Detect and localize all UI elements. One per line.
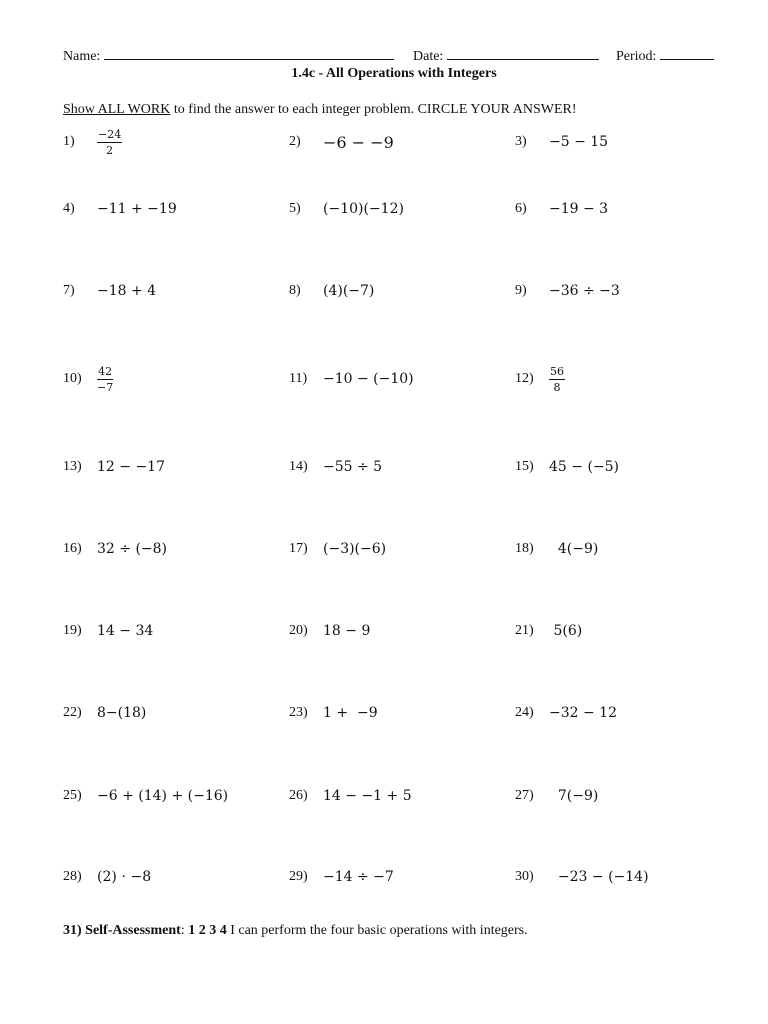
problem-5: [289, 199, 404, 219]
problem-number: 3): [515, 134, 527, 149]
problem-number: 19): [63, 623, 82, 638]
problem-expression: −6 + (14) + (−16): [97, 788, 229, 804]
fraction-denominator: −7: [97, 380, 114, 394]
fraction-numerator: 56: [550, 364, 564, 378]
problem-fraction: [549, 365, 565, 394]
name-blank[interactable]: [104, 47, 394, 60]
problem-number: 23): [289, 705, 308, 720]
problem-number: 29): [289, 869, 308, 884]
problem-number: 21): [515, 623, 534, 638]
problem-25: [63, 786, 228, 806]
problem-number: 17): [289, 541, 308, 556]
fraction-numerator: 42: [98, 364, 113, 378]
date-field[interactable]: [413, 47, 599, 65]
problem-expression: 8−(18): [97, 705, 147, 721]
problem-10: [63, 364, 114, 394]
problem-number: 22): [63, 705, 82, 720]
problem-expression: 45 − (−5): [549, 459, 620, 475]
problem-21: [515, 621, 582, 641]
problem-expression: 4(−9): [549, 541, 599, 557]
problem-expression: (4)(−7): [323, 283, 375, 299]
problem-expression: 7(−9): [549, 788, 599, 804]
problem-expression: 32 ÷ (−8): [97, 541, 168, 557]
problem-number: 9): [515, 283, 527, 298]
problem-number: 15): [515, 459, 534, 474]
problem-number: 14): [289, 459, 308, 474]
instructions-emphasis: Show ALL WORK: [63, 102, 171, 117]
problem-expression: (−3)(−6): [323, 541, 387, 557]
fraction-numerator: −24: [98, 127, 122, 141]
problem-number: 2): [289, 134, 301, 149]
problem-expression: (−10)(−12): [323, 201, 404, 217]
problem-22: [63, 703, 146, 723]
problem-number: 26): [289, 788, 308, 803]
self-assessment-scale[interactable]: 1 2 3 4: [188, 923, 227, 938]
problem-number: 4): [63, 201, 75, 216]
problem-expression: −23 − (−14): [549, 869, 649, 885]
fraction-denominator: 8: [553, 380, 561, 394]
self-assessment-colon: :: [180, 923, 189, 938]
problem-number: 30): [515, 869, 534, 884]
period-field[interactable]: [616, 47, 714, 65]
problem-15: [515, 457, 619, 477]
problem-number: 27): [515, 788, 534, 803]
problem-29: [289, 867, 394, 887]
problem-9: [515, 281, 620, 301]
problem-20: [289, 621, 370, 641]
problem-number: 28): [63, 869, 82, 884]
problem-2: [289, 132, 394, 152]
problem-23: [289, 703, 378, 723]
date-blank[interactable]: [447, 47, 599, 60]
problem-13: [63, 457, 165, 477]
name-label: Name:: [63, 49, 101, 64]
problem-expression: −18 + 4: [97, 283, 157, 299]
problem-expression: −19 − 3: [549, 201, 609, 217]
problem-14: [289, 457, 382, 477]
problem-number: 5): [289, 201, 301, 216]
problem-8: [289, 281, 374, 301]
problem-number: 1): [63, 134, 75, 149]
problem-16: [63, 539, 167, 559]
problem-expression: −36 ÷ −3: [549, 283, 620, 299]
self-assessment-label: 31) Self-Assessment: [63, 923, 181, 938]
problem-expression: 5(6): [549, 623, 583, 639]
header-row: [63, 47, 722, 65]
problem-expression: 14 − 34: [97, 623, 154, 639]
fraction-denominator: 2: [106, 143, 114, 157]
self-assessment: [63, 923, 528, 939]
period-blank[interactable]: [660, 47, 714, 60]
problem-expression: −11 + −19: [97, 201, 177, 217]
problem-number: 8): [289, 283, 301, 298]
problem-number: 16): [63, 541, 82, 556]
problem-expression: −55 ÷ 5: [323, 459, 383, 475]
problem-24: [515, 703, 617, 723]
problem-expression: −5 − 15: [549, 134, 609, 150]
self-assessment-statement: I can perform the four basic operations with integers.: [226, 923, 528, 938]
problem-1: [63, 127, 122, 157]
problem-expression: (2) ⋅ −8: [97, 869, 152, 885]
problem-expression: 1 + −9: [323, 705, 378, 721]
problem-7: [63, 281, 156, 301]
problem-18: [515, 539, 598, 559]
problem-12: [515, 364, 565, 394]
date-label: Date:: [413, 49, 444, 64]
problem-3: [515, 132, 608, 152]
problem-expression: 18 − 9: [323, 623, 371, 639]
problem-number: 7): [63, 283, 75, 298]
worksheet-title: 1.4c - All Operations with Integers: [291, 66, 497, 81]
problem-number: 24): [515, 705, 534, 720]
problem-expression: −10 − (−10): [323, 371, 414, 387]
problem-expression: −6 − −9: [323, 132, 394, 152]
problem-number: 10): [63, 371, 82, 386]
problem-expression: −14 ÷ −7: [323, 869, 394, 885]
problem-17: [289, 539, 386, 559]
instructions: [63, 102, 577, 118]
problem-4: [63, 199, 177, 219]
problem-19: [63, 621, 153, 641]
problem-number: 12): [515, 371, 534, 386]
problem-number: 13): [63, 459, 82, 474]
problem-6: [515, 199, 608, 219]
problem-expression: −32 − 12: [549, 705, 617, 721]
problem-expression: 14 − −1 + 5: [323, 788, 412, 804]
problem-26: [289, 786, 412, 806]
problem-fraction: [97, 365, 113, 394]
problem-number: 25): [63, 788, 82, 803]
name-field[interactable]: [63, 47, 394, 65]
problem-11: [289, 369, 414, 389]
problem-30: [515, 867, 649, 887]
instructions-text: to find the answer to each integer problem. CIRCLE YOUR ANSWER!: [170, 102, 577, 117]
problem-27: [515, 786, 598, 806]
problem-28: [63, 867, 151, 887]
problem-number: 11): [289, 371, 308, 386]
problem-number: 18): [515, 541, 534, 556]
problem-fraction: [97, 128, 122, 157]
problem-expression: 12 − −17: [97, 459, 165, 475]
problem-number: 6): [515, 201, 527, 216]
period-label: Period:: [616, 49, 657, 64]
problem-number: 20): [289, 623, 308, 638]
